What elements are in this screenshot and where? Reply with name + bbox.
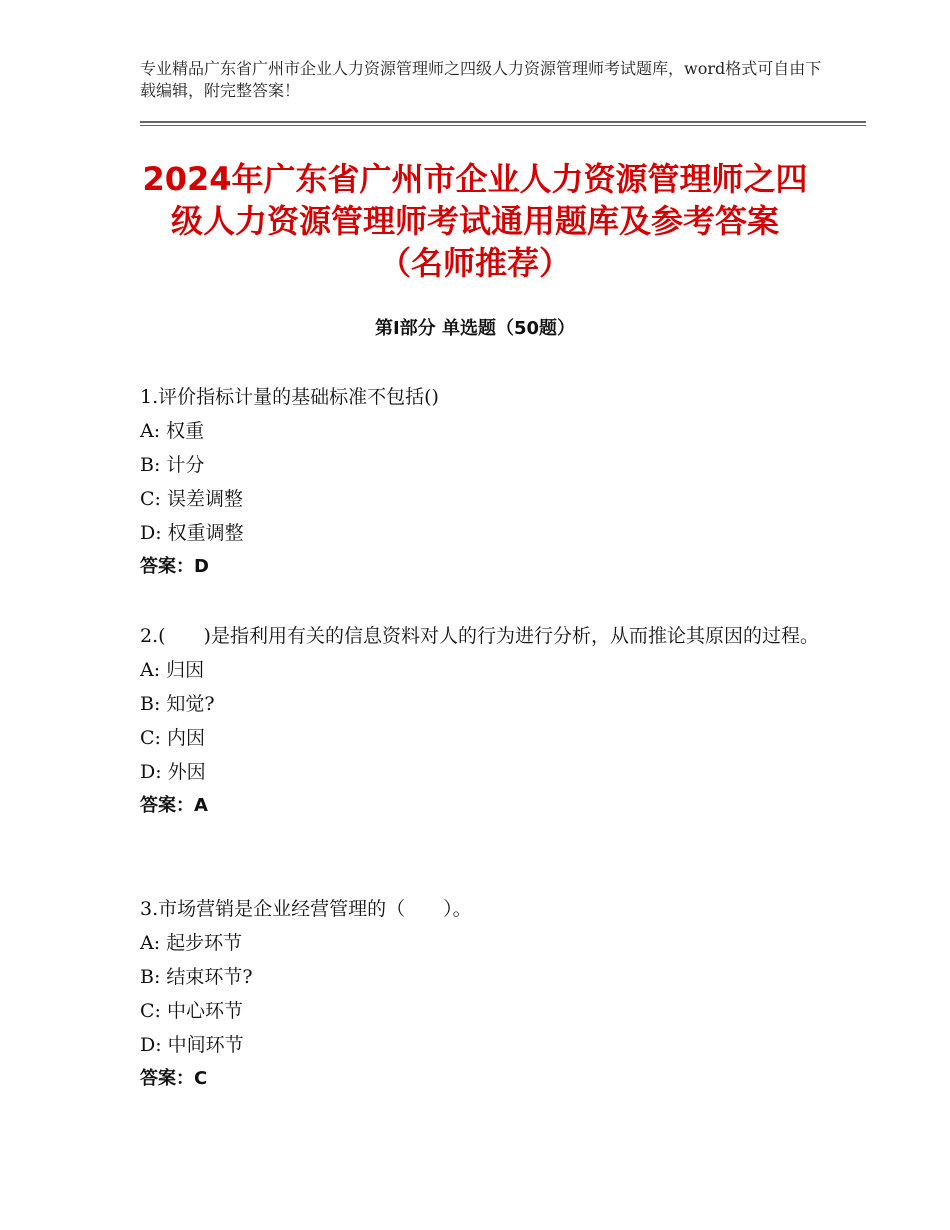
question-stem: 2.( )是指利用有关的信息资料对人的行为进行分析，从而推论其原因的过程。 xyxy=(140,625,819,647)
option-d: D: 中间环节 xyxy=(140,1034,244,1056)
option-a: A: 归因 xyxy=(140,659,205,681)
option-b: B: 计分 xyxy=(140,454,205,476)
header-note: 专业精品广东省广州市企业人力资源管理师之四级人力资源管理师考试题库，word格式可自由下载编辑，附完整答案！ xyxy=(140,59,822,100)
question-stem: 1.评价指标计量的基础标准不包括() xyxy=(140,386,439,408)
answer-line: 答案：A xyxy=(140,795,208,816)
section-heading: 第Ⅰ部分 单选题（50题） xyxy=(374,318,575,339)
option-d: D: 外因 xyxy=(140,761,206,783)
question-1 xyxy=(140,380,820,584)
option-a: A: 权重 xyxy=(140,420,205,442)
question-2 xyxy=(140,619,820,823)
option-d: D: 权重调整 xyxy=(140,522,244,544)
question-stem: 3.市场营销是企业经营管理的（ ）。 xyxy=(140,898,472,920)
option-c: C: 内因 xyxy=(140,727,205,749)
answer-line: 答案：D xyxy=(140,556,209,577)
answer-line: 答案：C xyxy=(140,1068,208,1089)
header-divider xyxy=(140,121,866,126)
option-c: C: 中心环节 xyxy=(140,1000,243,1022)
option-a: A: 起步环节 xyxy=(140,932,243,954)
document-title: 2024年广东省广州市企业人力资源管理师之四级人力资源管理师考试通用题库及参考答案（名师推荐） xyxy=(142,160,808,282)
question-3 xyxy=(140,892,820,1096)
option-b: B: 结束环节? xyxy=(140,966,253,988)
option-c: C: 误差调整 xyxy=(140,488,243,510)
option-b: B: 知觉? xyxy=(140,693,215,715)
